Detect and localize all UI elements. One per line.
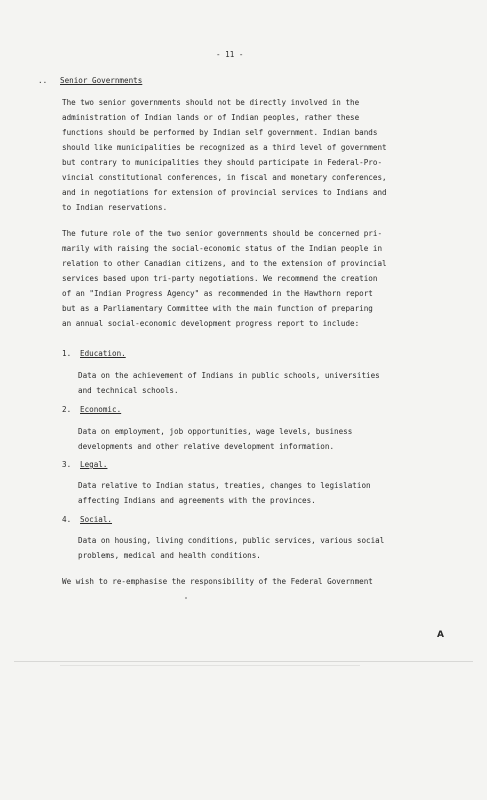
item-text-line: Data on employment, job opportunities, wage levels, business — [78, 427, 353, 436]
paragraph-2-line: an annual social-economic development progress report to include: — [62, 319, 360, 328]
paragraph-2-line: of an "Indian Progress Agency" as recommended in the Hawthorn report — [62, 289, 373, 298]
section-title: Senior Governments — [60, 76, 143, 85]
paragraph-2-line: marily with raising the social-economic status of the Indian people in — [62, 244, 383, 253]
item-label: Social. — [80, 515, 113, 524]
paragraph-1-line: but contrary to municipalities they should participate in Federal-Pro- — [62, 158, 383, 167]
closing-line: We wish to re-emphasise the responsibility of the Federal Government — [62, 577, 373, 586]
item-text-line: and technical schools. — [78, 386, 179, 395]
paragraph-2-line: but as a Parliamentary Committee with the main function of preparing — [62, 304, 373, 313]
paragraph-1-line: administration of Indian lands or of Indian peoples, rather these — [62, 113, 360, 122]
item-text-line: Data on housing, living conditions, public services, various social — [78, 536, 385, 545]
paragraph-1-line: to Indian reservations. — [62, 203, 168, 212]
item-text-line: developments and other relative development information. — [78, 442, 335, 451]
paragraph-1-line: and in negotiations for extension of provincial services to Indians and — [62, 188, 387, 197]
item-number: 4. — [62, 515, 72, 524]
paragraph-1-line: The two senior governments should not be directly involved in the — [62, 98, 360, 107]
item-text-line: problems, medical and health conditions. — [78, 551, 261, 560]
item-text-line: Data relative to Indian status, treaties, changes to legislation — [78, 481, 371, 490]
item-number: 3. — [62, 460, 72, 469]
item-number: 1. — [62, 349, 72, 358]
item-label: Education. — [80, 349, 126, 358]
item-label: Economic. — [80, 405, 122, 414]
corner-mark: A — [437, 630, 444, 640]
item-text-line: Data on the achievement of Indians in public schools, universities — [78, 371, 380, 380]
item-label: Legal. — [80, 460, 108, 469]
paragraph-1-line: should like municipalities be recognized as a third level of government — [62, 143, 387, 152]
paragraph-2-line: relation to other Canadian citizens, and to the extension of provincial — [62, 259, 387, 268]
scan-speck — [185, 597, 187, 599]
item-number: 2. — [62, 405, 72, 414]
scan-edge-line — [14, 661, 473, 662]
paragraph-2-line: services based upon tri-party negotiations. We recommend the creation — [62, 274, 378, 283]
paragraph-1-line: functions should be performed by Indian self government. Indian bands — [62, 128, 378, 137]
paragraph-2-line: The future role of the two senior governments should be concerned pri- — [62, 229, 383, 238]
item-text-line: affecting Indians and agreements with the provinces. — [78, 496, 316, 505]
scan-edge-line — [60, 665, 360, 666]
section-prefix: .. — [38, 76, 48, 85]
page-number: - 11 - — [216, 50, 244, 59]
paragraph-1-line: vincial constitutional conferences, in fiscal and monetary conferences, — [62, 173, 387, 182]
